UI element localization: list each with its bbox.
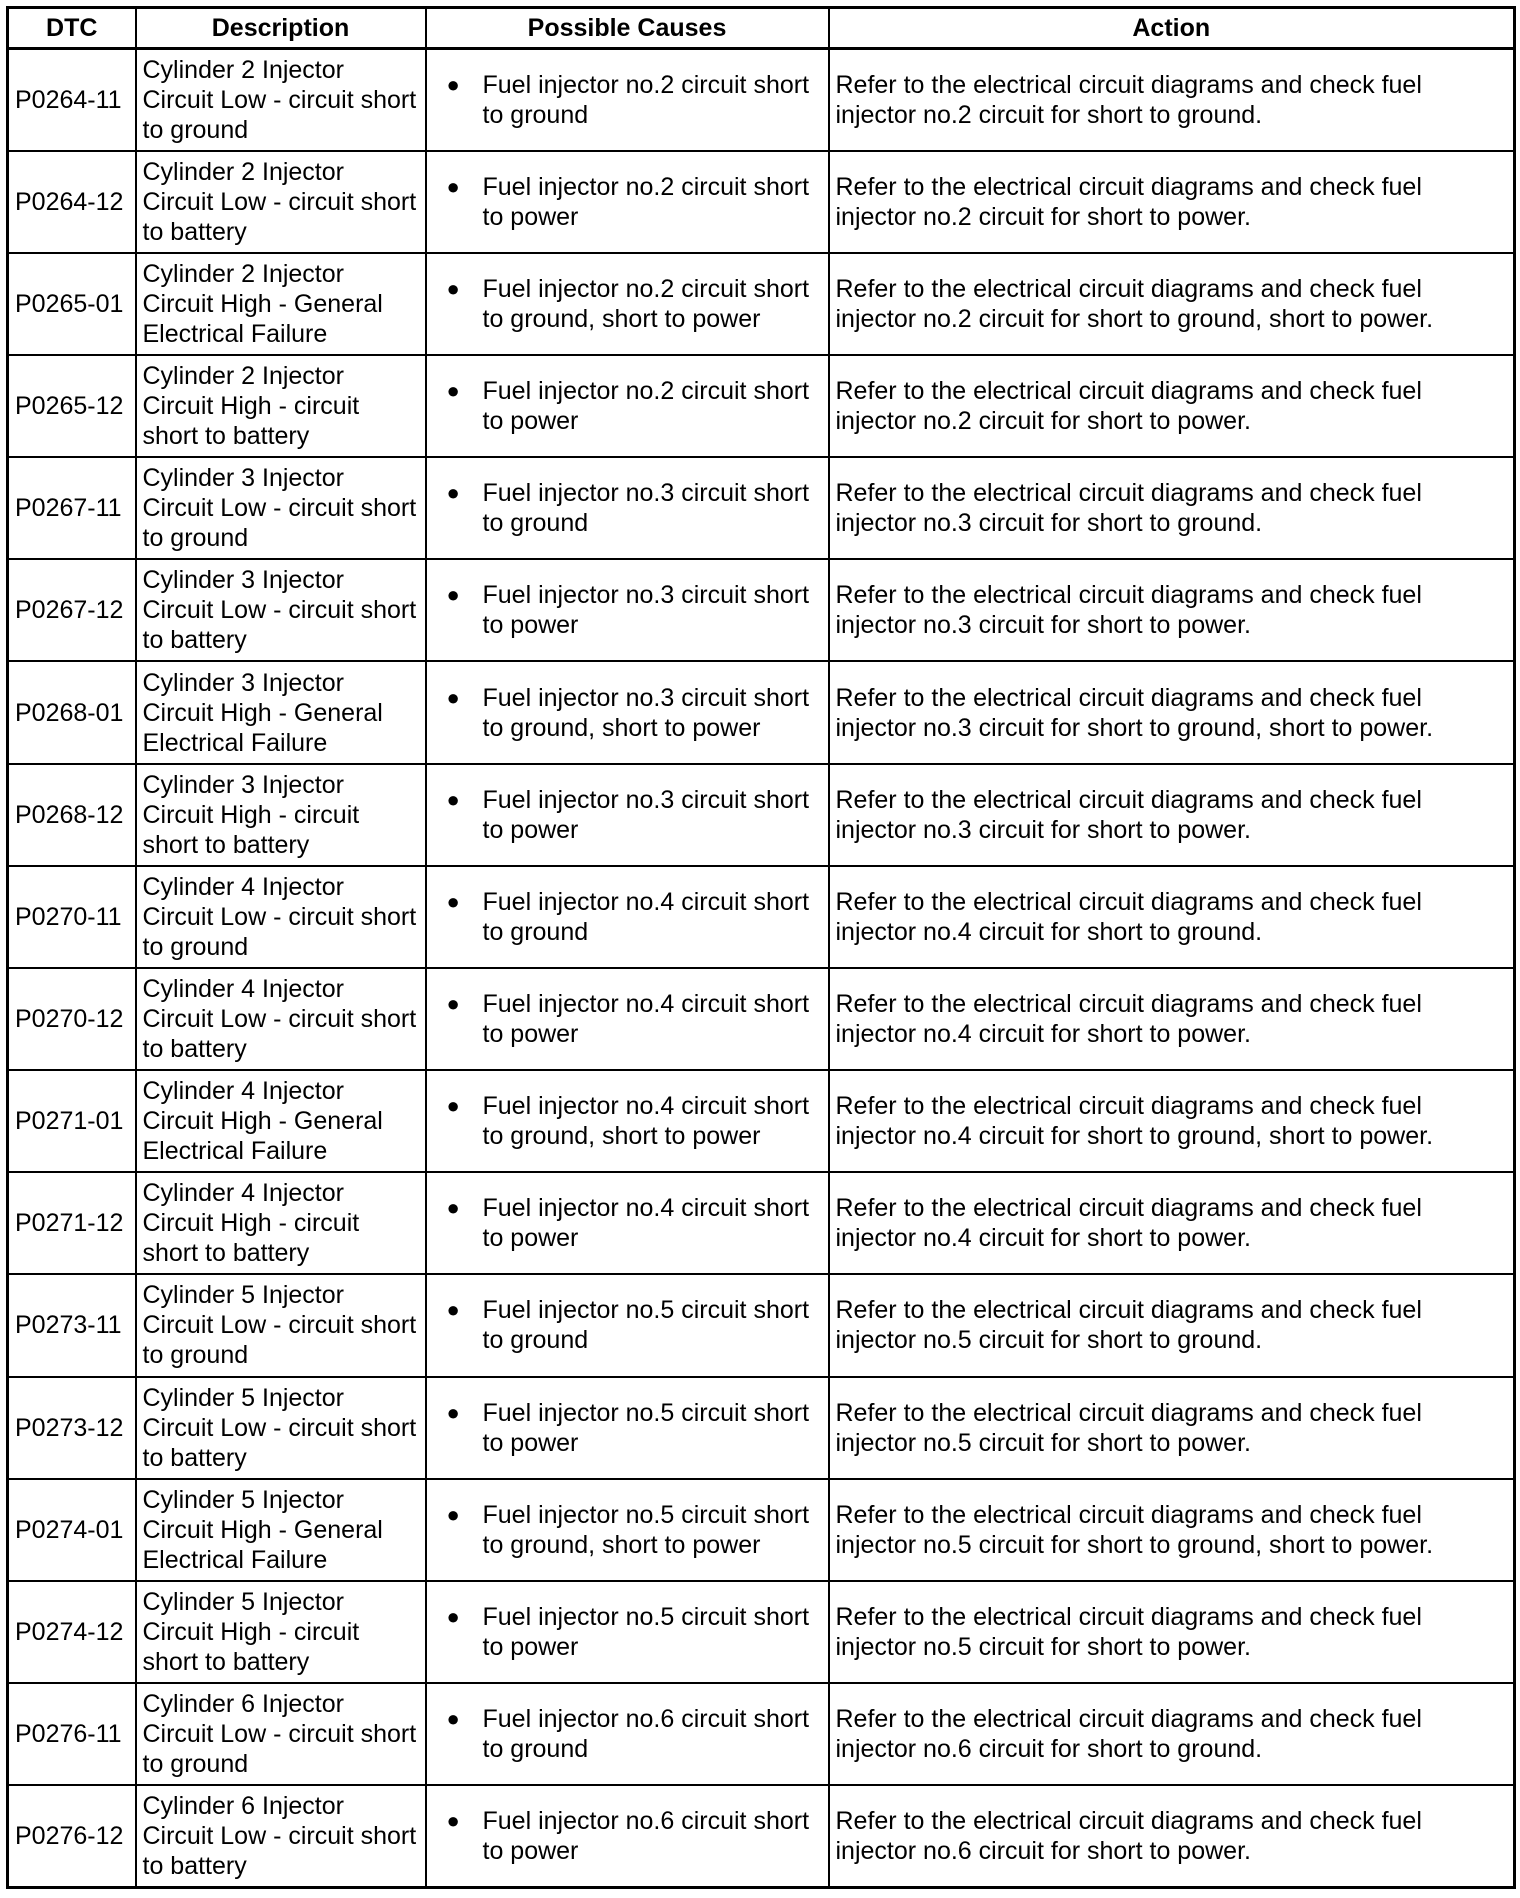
possible-cause-cell: [426, 1581, 829, 1683]
cause-list-item: [447, 1500, 820, 1560]
bullet-icon: ●: [446, 1093, 460, 1119]
possible-cause-cell: [426, 49, 829, 151]
dtc-code: P0265-12: [8, 355, 136, 457]
possible-cause-text: Fuel injector no.2 circuit short to ground: [482, 70, 810, 129]
possible-cause-text: Fuel injector no.3 circuit short to power: [482, 581, 810, 640]
dtc-description: Cylinder 5 Injector Circuit High - General Electrical Failure: [136, 1479, 426, 1581]
dtc-description: Cylinder 2 Injector Circuit High - circuit short to battery: [136, 355, 426, 457]
cause-list-item: [447, 478, 820, 538]
header-action: Action: [829, 8, 1515, 49]
action-text: Refer to the electrical circuit diagrams and check fuel injector no.5 circuit for short to ground.: [829, 1274, 1515, 1376]
dtc-code: P0270-12: [8, 968, 136, 1070]
dtc-description: Cylinder 3 Injector Circuit High - General Electrical Failure: [136, 661, 426, 763]
possible-cause-text: Fuel injector no.6 circuit short to power: [482, 1807, 810, 1866]
cause-list-item: [447, 376, 820, 436]
possible-cause-text: Fuel injector no.2 circuit short to ground, short to power: [482, 274, 810, 333]
bullet-icon: ●: [446, 173, 460, 199]
possible-cause-cell: [426, 1785, 829, 1887]
dtc-code: P0264-11: [8, 49, 136, 151]
possible-cause-text: Fuel injector no.4 circuit short to ground, short to power: [482, 1092, 810, 1151]
table-row: [8, 661, 1515, 763]
dtc-description: Cylinder 2 Injector Circuit Low - circuit short to battery: [136, 151, 426, 253]
possible-cause-text: Fuel injector no.4 circuit short to ground: [482, 887, 810, 946]
cause-list-item: [447, 785, 820, 845]
bullet-icon: ●: [446, 1706, 460, 1732]
dtc-description: Cylinder 2 Injector Circuit Low - circuit short to ground: [136, 49, 426, 151]
possible-cause-cell: [426, 866, 829, 968]
action-text: Refer to the electrical circuit diagrams and check fuel injector no.4 circuit for short to ground.: [829, 866, 1515, 968]
action-text: Refer to the electrical circuit diagrams and check fuel injector no.5 circuit for short to ground, short to power.: [829, 1479, 1515, 1581]
possible-cause-cell: [426, 253, 829, 355]
cause-list-item: [447, 683, 820, 743]
header-possible-causes: Possible Causes: [426, 8, 829, 49]
possible-cause-cell: [426, 1274, 829, 1376]
bullet-icon: ●: [446, 1399, 460, 1425]
possible-cause-text: Fuel injector no.5 circuit short to ground, short to power: [482, 1500, 810, 1559]
bullet-icon: ●: [446, 378, 460, 404]
dtc-code: P0274-01: [8, 1479, 136, 1581]
bullet-icon: ●: [446, 990, 460, 1016]
dtc-description: Cylinder 5 Injector Circuit Low - circuit short to battery: [136, 1377, 426, 1479]
possible-cause-text: Fuel injector no.3 circuit short to ground: [482, 479, 810, 538]
possible-cause-cell: [426, 151, 829, 253]
cause-list-item: [447, 1091, 820, 1151]
possible-cause-text: Fuel injector no.3 circuit short to ground, short to power: [482, 683, 810, 742]
possible-cause-cell: [426, 968, 829, 1070]
possible-cause-text: Fuel injector no.2 circuit short to power: [482, 377, 810, 436]
dtc-code: P0267-12: [8, 559, 136, 661]
header-description: Description: [136, 8, 426, 49]
possible-cause-text: Fuel injector no.5 circuit short to ground: [482, 1296, 810, 1355]
cause-list-item: [447, 580, 820, 640]
dtc-description: Cylinder 5 Injector Circuit High - circuit short to battery: [136, 1581, 426, 1683]
dtc-code: P0276-12: [8, 1785, 136, 1887]
cause-list-item: [447, 1602, 820, 1662]
possible-cause-text: Fuel injector no.4 circuit short to power: [482, 989, 810, 1048]
action-text: Refer to the electrical circuit diagrams and check fuel injector no.3 circuit for short to power.: [829, 559, 1515, 661]
table-row: [8, 1172, 1515, 1274]
dtc-description: Cylinder 4 Injector Circuit Low - circuit short to battery: [136, 968, 426, 1070]
dtc-description: Cylinder 4 Injector Circuit Low - circuit short to ground: [136, 866, 426, 968]
cause-list-item: [447, 887, 820, 947]
cause-list-item: [447, 274, 820, 334]
action-text: Refer to the electrical circuit diagrams and check fuel injector no.3 circuit for short to ground, short to power.: [829, 661, 1515, 763]
cause-list-item: [447, 1704, 820, 1764]
table-row: [8, 151, 1515, 253]
bullet-icon: ●: [446, 786, 460, 812]
bullet-icon: ●: [446, 275, 460, 301]
possible-cause-cell: [426, 1172, 829, 1274]
bullet-icon: ●: [446, 1501, 460, 1527]
bullet-icon: ●: [446, 480, 460, 506]
possible-cause-cell: [426, 661, 829, 763]
dtc-description: Cylinder 3 Injector Circuit Low - circuit short to ground: [136, 457, 426, 559]
table-row: [8, 1274, 1515, 1376]
action-text: Refer to the electrical circuit diagrams and check fuel injector no.4 circuit for short to power.: [829, 968, 1515, 1070]
bullet-icon: ●: [446, 684, 460, 710]
possible-cause-text: Fuel injector no.4 circuit short to power: [482, 1194, 810, 1253]
action-text: Refer to the electrical circuit diagrams and check fuel injector no.2 circuit for short to ground, short to power.: [829, 253, 1515, 355]
dtc-code: P0268-12: [8, 764, 136, 866]
possible-cause-cell: [426, 559, 829, 661]
table-row: [8, 866, 1515, 968]
action-text: Refer to the electrical circuit diagrams and check fuel injector no.2 circuit for short to power.: [829, 355, 1515, 457]
dtc-code: P0273-11: [8, 1274, 136, 1376]
table-body: [8, 49, 1515, 1888]
bullet-icon: ●: [446, 1297, 460, 1323]
action-text: Refer to the electrical circuit diagrams and check fuel injector no.6 circuit for short to ground.: [829, 1683, 1515, 1785]
action-text: Refer to the electrical circuit diagrams and check fuel injector no.2 circuit for short to power.: [829, 151, 1515, 253]
table-row: [8, 968, 1515, 1070]
possible-cause-cell: [426, 764, 829, 866]
bullet-icon: ●: [446, 71, 460, 97]
possible-cause-cell: [426, 457, 829, 559]
possible-cause-text: Fuel injector no.3 circuit short to power: [482, 785, 810, 844]
action-text: Refer to the electrical circuit diagrams and check fuel injector no.3 circuit for short to power.: [829, 764, 1515, 866]
bullet-icon: ●: [446, 1195, 460, 1221]
dtc-code: P0271-12: [8, 1172, 136, 1274]
table-row: [8, 559, 1515, 661]
possible-cause-cell: [426, 1377, 829, 1479]
possible-cause-cell: [426, 1070, 829, 1172]
table-row: [8, 1785, 1515, 1887]
dtc-code: P0270-11: [8, 866, 136, 968]
possible-cause-cell: [426, 1683, 829, 1785]
action-text: Refer to the electrical circuit diagrams and check fuel injector no.3 circuit for short to ground.: [829, 457, 1515, 559]
possible-cause-text: Fuel injector no.2 circuit short to power: [482, 172, 810, 231]
dtc-description: Cylinder 4 Injector Circuit High - General Electrical Failure: [136, 1070, 426, 1172]
table-row: [8, 49, 1515, 151]
dtc-code: P0267-11: [8, 457, 136, 559]
dtc-table: [6, 6, 1516, 1889]
dtc-description: Cylinder 6 Injector Circuit Low - circuit short to ground: [136, 1683, 426, 1785]
possible-cause-cell: [426, 1479, 829, 1581]
dtc-code: P0271-01: [8, 1070, 136, 1172]
action-text: Refer to the electrical circuit diagrams and check fuel injector no.5 circuit for short to power.: [829, 1581, 1515, 1683]
table-row: [8, 1581, 1515, 1683]
action-text: Refer to the electrical circuit diagrams and check fuel injector no.6 circuit for short to power.: [829, 1785, 1515, 1887]
dtc-code: P0273-12: [8, 1377, 136, 1479]
table-header: [8, 8, 1515, 49]
dtc-description: Cylinder 3 Injector Circuit High - circuit short to battery: [136, 764, 426, 866]
possible-cause-text: Fuel injector no.5 circuit short to power: [482, 1398, 810, 1457]
dtc-code: P0265-01: [8, 253, 136, 355]
header-row: [8, 8, 1515, 49]
cause-list-item: [447, 989, 820, 1049]
table-row: [8, 457, 1515, 559]
bullet-icon: ●: [446, 582, 460, 608]
header-dtc: DTC: [8, 8, 136, 49]
possible-cause-cell: [426, 355, 829, 457]
cause-list-item: [447, 1806, 820, 1866]
dtc-description: Cylinder 4 Injector Circuit High - circuit short to battery: [136, 1172, 426, 1274]
dtc-description: Cylinder 5 Injector Circuit Low - circuit short to ground: [136, 1274, 426, 1376]
dtc-code: P0268-01: [8, 661, 136, 763]
cause-list-item: [447, 1295, 820, 1355]
dtc-description: Cylinder 2 Injector Circuit High - General Electrical Failure: [136, 253, 426, 355]
cause-list-item: [447, 70, 820, 130]
table-row: [8, 253, 1515, 355]
table-row: [8, 764, 1515, 866]
dtc-code: P0264-12: [8, 151, 136, 253]
dtc-code: P0274-12: [8, 1581, 136, 1683]
table-row: [8, 1683, 1515, 1785]
action-text: Refer to the electrical circuit diagrams and check fuel injector no.5 circuit for short to power.: [829, 1377, 1515, 1479]
bullet-icon: ●: [446, 888, 460, 914]
action-text: Refer to the electrical circuit diagrams and check fuel injector no.4 circuit for short to ground, short to power.: [829, 1070, 1515, 1172]
cause-list-item: [447, 1193, 820, 1253]
dtc-description: Cylinder 3 Injector Circuit Low - circuit short to battery: [136, 559, 426, 661]
table-row: [8, 355, 1515, 457]
table-row: [8, 1377, 1515, 1479]
bullet-icon: ●: [446, 1603, 460, 1629]
dtc-code: P0276-11: [8, 1683, 136, 1785]
possible-cause-text: Fuel injector no.5 circuit short to power: [482, 1602, 810, 1661]
action-text: Refer to the electrical circuit diagrams and check fuel injector no.4 circuit for short to power.: [829, 1172, 1515, 1274]
cause-list-item: [447, 172, 820, 232]
bullet-icon: ●: [446, 1808, 460, 1834]
table-row: [8, 1479, 1515, 1581]
action-text: Refer to the electrical circuit diagrams and check fuel injector no.2 circuit for short to ground.: [829, 49, 1515, 151]
possible-cause-text: Fuel injector no.6 circuit short to ground: [482, 1705, 810, 1764]
dtc-description: Cylinder 6 Injector Circuit Low - circuit short to battery: [136, 1785, 426, 1887]
cause-list-item: [447, 1398, 820, 1458]
table-row: [8, 1070, 1515, 1172]
